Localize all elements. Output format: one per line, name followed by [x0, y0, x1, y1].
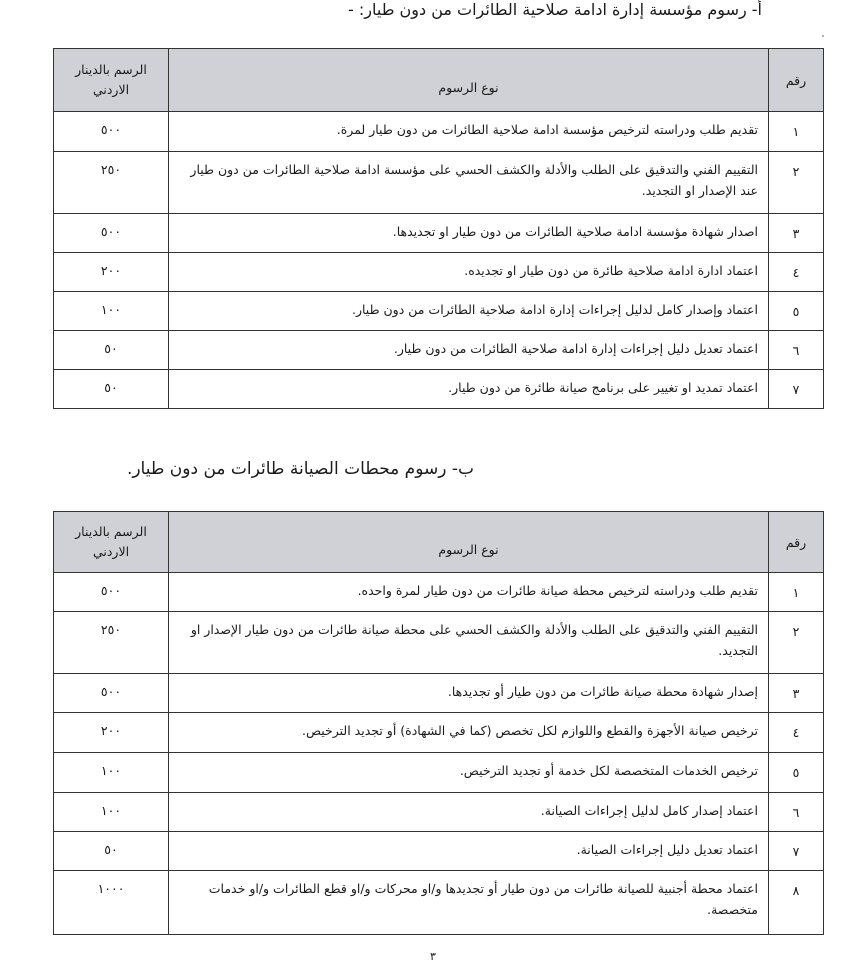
row-description: اصدار شهادة مؤسسة ادامة صلاحية الطائرات من دون طيار او تجديدها.: [169, 214, 769, 253]
row-fee: ١٠٠: [54, 753, 169, 793]
row-fee: ١٠٠: [54, 793, 169, 832]
section-b-title: ب- رسوم محطات الصيانة طائرات من دون طيار.: [126, 459, 474, 479]
row-number: ٥: [769, 753, 824, 793]
row-fee: ٥٠: [54, 331, 169, 370]
table-row: [54, 573, 824, 612]
table-row: [54, 713, 824, 753]
row-description: التقييم الفني والتدقيق على الطلب والأدلة والكشف الحسي على مؤسسة ادامة صلاحية الطائرات من دون طيار عند الإصدار او التجديد.: [169, 152, 769, 214]
row-fee: ٢٠٠: [54, 713, 169, 753]
section-a-fees-table: [53, 48, 824, 409]
row-number: ٥: [769, 292, 824, 331]
row-fee: ٢٥٠: [54, 612, 169, 674]
row-fee: ٢٥٠: [54, 152, 169, 214]
table-row: [54, 674, 824, 713]
row-description: ترخيص الخدمات المتخصصة لكل خدمة أو تجديد الترخيص.: [169, 753, 769, 793]
row-description: اعتماد محطة أجنبية للصيانة طائرات من دون طيار أو تجديدها و/او محركات و/او قطع الطائرات و/او خدمات متخصصة.: [169, 871, 769, 935]
table-header-row: [54, 512, 824, 573]
row-fee: ٥٠٠: [54, 214, 169, 253]
row-description: اعتماد ادارة ادامة صلاحية طائرة من دون طيار او تجديده.: [169, 253, 769, 292]
row-fee: ٥٠٠: [54, 674, 169, 713]
section-a-title: أ- رسوم مؤسسة إدارة ادامة صلاحية الطائرات من دون طيار: -: [348, 0, 762, 19]
row-number: ٦: [769, 331, 824, 370]
header-number: رقم: [769, 512, 824, 573]
row-number: ١: [769, 112, 824, 152]
row-description: اعتماد تعديل دليل إجراءات الصيانة.: [169, 832, 769, 871]
row-number: ٣: [769, 674, 824, 713]
header-number: رقم: [769, 49, 824, 112]
row-description: اعتماد وإصدار كامل لدليل إجراءات إدارة ادامة صلاحية الطائرات من دون طيار.: [169, 292, 769, 331]
row-fee: ٢٠٠: [54, 253, 169, 292]
row-number: ١: [769, 573, 824, 612]
row-description: التقييم الفني والتدقيق على الطلب والأدلة والكشف الحسي على محطة صيانة طائرات من دون طيار الإصدار او التجديد.: [169, 612, 769, 674]
row-number: ٧: [769, 832, 824, 871]
table-row: [54, 370, 824, 409]
table-row: [54, 832, 824, 871]
row-number: ٨: [769, 871, 824, 935]
row-description: اعتماد تعديل دليل إجراءات إدارة ادامة صلاحية الطائرات من دون طيار.: [169, 331, 769, 370]
row-description: اعتماد تمديد او تغيير على برنامج صيانة طائرة من دون طيار.: [169, 370, 769, 409]
table-row: [54, 612, 824, 674]
table-row: [54, 292, 824, 331]
table-row: [54, 793, 824, 832]
row-number: ٤: [769, 713, 824, 753]
row-fee: ٥٠: [54, 370, 169, 409]
row-description: تقديم طلب ودراسته لترخيص مؤسسة ادامة صلاحية الطائرات من دون طيار لمرة.: [169, 112, 769, 152]
section-b-fees-table: [53, 511, 824, 935]
header-fee-jod: الرسم بالدينار الاردني: [54, 512, 169, 573]
header-fee-type: نوع الرسوم: [169, 512, 769, 573]
page-number: ٣: [430, 950, 436, 963]
table-row: [54, 753, 824, 793]
scan-speck: [822, 35, 824, 37]
row-number: ٢: [769, 612, 824, 674]
row-description: تقديم طلب ودراسته لترخيص محطة صيانة طائرات من دون طيار لمرة واحده.: [169, 573, 769, 612]
row-fee: ٥٠٠: [54, 573, 169, 612]
row-fee: ٥٠٠: [54, 112, 169, 152]
table-row: [54, 331, 824, 370]
table-row: [54, 214, 824, 253]
row-fee: ١٠٠: [54, 292, 169, 331]
row-description: اعتماد إصدار كامل لدليل إجراءات الصيانة.: [169, 793, 769, 832]
row-number: ٢: [769, 152, 824, 214]
row-description: ترخيص صيانة الأجهزة والقطع واللوازم لكل تخصص (كما في الشهادة) أو تجديد الترخيص.: [169, 713, 769, 753]
table-row: [54, 112, 824, 152]
table-row: [54, 253, 824, 292]
row-number: ٣: [769, 214, 824, 253]
table-header-row: [54, 49, 824, 112]
header-fee-type: نوع الرسوم: [169, 49, 769, 112]
row-number: ٤: [769, 253, 824, 292]
table-row: [54, 152, 824, 214]
row-description: إصدار شهادة محطة صيانة طائرات من دون طيار أو تجديدها.: [169, 674, 769, 713]
row-number: ٦: [769, 793, 824, 832]
row-fee: ١٠٠٠: [54, 871, 169, 935]
row-number: ٧: [769, 370, 824, 409]
row-fee: ٥٠: [54, 832, 169, 871]
table-row: [54, 871, 824, 935]
header-fee-jod: الرسم بالدينار الاردني: [54, 49, 169, 112]
